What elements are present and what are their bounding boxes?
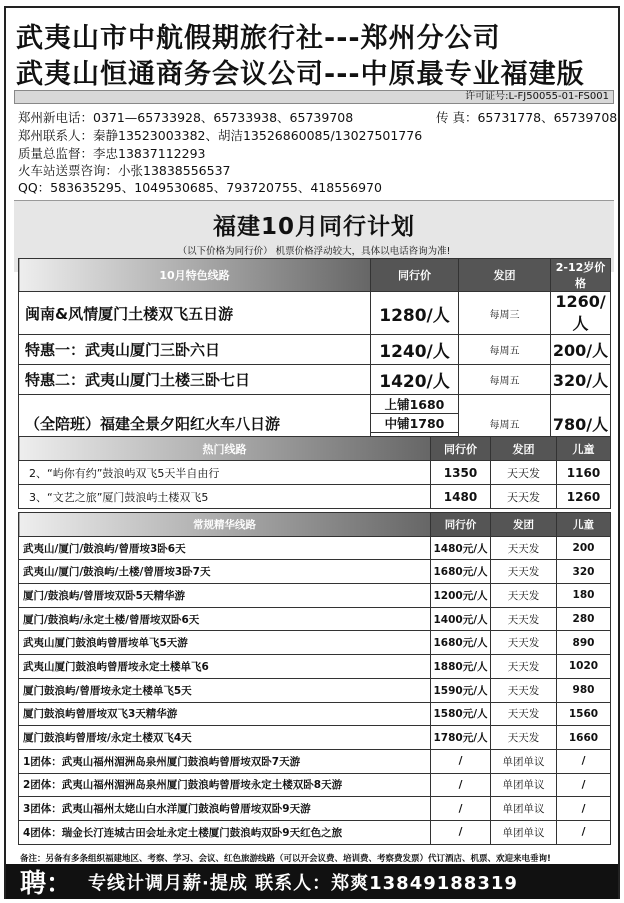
route-depart: 天天发 [491, 607, 557, 631]
route-name: 1团体：武夷山福州湄洲岛泉州厦门鼓浪屿曾厝垵双卧7天游 [19, 749, 431, 773]
route-child-price: 780/人 [551, 395, 611, 452]
table-row [19, 820, 611, 844]
table-row [19, 797, 611, 821]
route-price: 1580元/人 [431, 702, 491, 726]
route-name: 武夷山/厦门/鼓浪屿/土楼/曾厝垵3卧7天 [19, 560, 431, 584]
contact-fax: 传 真：65731778、65739708 [436, 110, 618, 125]
route-price: 1590元/人 [431, 678, 491, 702]
route-name: 厦门/鼓浪屿/曾厝垵双卧5天精华游 [19, 584, 431, 608]
route-child-price: / [557, 773, 611, 797]
route-child-price: 1660 [557, 726, 611, 750]
berth-price-upper: 上铺1680 [371, 395, 459, 414]
route-depart: 单团单议 [491, 797, 557, 821]
featured-header-price: 同行价 [371, 259, 459, 292]
route-price: 1280/人 [371, 292, 459, 335]
route-child-price: 1020 [557, 655, 611, 679]
route-price: 1240/人 [371, 335, 459, 365]
route-child-price: 320 [557, 560, 611, 584]
route-child-price: 280 [557, 607, 611, 631]
route-name: 4团体：瑞金长汀连城古田会址永定土楼厦门鼓浪屿双卧9天红色之旅 [19, 820, 431, 844]
route-depart: 天天发 [491, 702, 557, 726]
route-price: 1880元/人 [431, 655, 491, 679]
featured-header-depart: 发团 [459, 259, 551, 292]
route-name: 厦门/鼓浪屿/永定土楼/曾厝垵双卧6天 [19, 607, 431, 631]
route-depart: 每周五 [459, 395, 551, 452]
route-depart: 天天发 [491, 678, 557, 702]
regular-header-route: 常规精华线路 [19, 513, 431, 537]
route-depart: 天天发 [491, 560, 557, 584]
route-price: 1200元/人 [431, 584, 491, 608]
route-child-price: 890 [557, 631, 611, 655]
featured-row [19, 365, 611, 395]
license-bar [14, 90, 614, 104]
contact-phone [18, 108, 618, 126]
header-title-1: 武夷山市中航假期旅行社---郑州分公司 [16, 23, 501, 54]
route-child-price: 1560 [557, 702, 611, 726]
route-price: / [431, 797, 491, 821]
regular-header-price: 同行价 [431, 513, 491, 537]
route-name: 2团体：武夷山福州湄洲岛泉州厦门鼓浪屿曾厝垵永定土楼双卧8天游 [19, 773, 431, 797]
route-price: 1680元/人 [431, 631, 491, 655]
berth-price-middle: 中铺1780 [371, 414, 459, 433]
route-child-price: 200/人 [551, 335, 611, 365]
route-price: 1680元/人 [431, 560, 491, 584]
route-child-price: 1260 [557, 485, 611, 509]
route-name: 2、“屿你有约”鼓浪屿双飞5天半自由行 [19, 461, 431, 485]
route-depart: 天天发 [491, 485, 557, 509]
flyer-page [4, 6, 620, 899]
route-depart: 每周五 [459, 365, 551, 395]
route-price: / [431, 820, 491, 844]
route-price: 1350 [431, 461, 491, 485]
hiring-text: 专线计调月薪·提成 联系人：郑爽13849188319 [88, 872, 518, 894]
route-price: 1420/人 [371, 365, 459, 395]
route-depart: 天天发 [491, 631, 557, 655]
table-row [19, 461, 611, 485]
route-name: 武夷山厦门鼓浪屿曾厝垵永定土楼单飞6 [19, 655, 431, 679]
hiring-banner [6, 864, 618, 899]
route-depart: 天天发 [491, 536, 557, 560]
hot-header-depart: 发团 [491, 437, 557, 461]
hot-header-route: 热门线路 [19, 437, 431, 461]
contact-ticket: 火车站送票咨询：小张13838556537 [18, 163, 231, 178]
route-depart: 单团单议 [491, 820, 557, 844]
license-number: 许可证号:L-FJ50055-01-FS001 [465, 91, 609, 102]
route-child-price: 1160 [557, 461, 611, 485]
plan-title: 福建10月同行计划 [212, 214, 415, 240]
route-price: 1480元/人 [431, 536, 491, 560]
route-child-price: / [557, 797, 611, 821]
route-depart: 天天发 [491, 461, 557, 485]
table-row [19, 536, 611, 560]
route-price: 1480 [431, 485, 491, 509]
route-depart: 天天发 [491, 726, 557, 750]
featured-row [19, 335, 611, 365]
regular-header-depart: 发团 [491, 513, 557, 537]
featured-row [19, 292, 611, 335]
contact-qq: QQ：583635295、1049530685、793720755、418556970 [18, 180, 382, 195]
route-child-price: 320/人 [551, 365, 611, 395]
route-child-price: / [557, 749, 611, 773]
featured-row-train [19, 395, 611, 414]
route-name: 3团体：武夷山福州太姥山白水洋厦门鼓浪屿曾厝垵双卧9天游 [19, 797, 431, 821]
route-price: 1780元/人 [431, 726, 491, 750]
remark-note: 备注：另备有多条组织福建地区、考察、学习、会议、红色旅游线路（可以开会议费、培训费、考察费发票）代订酒店、机票、欢迎来电垂询! [20, 854, 551, 864]
route-child-price: 200 [557, 536, 611, 560]
table-row [19, 607, 611, 631]
route-depart: 单团单议 [491, 773, 557, 797]
contact-quality: 质量总监督：李忠13837112293 [18, 146, 206, 161]
regular-header-child: 儿童 [557, 513, 611, 537]
route-depart: 天天发 [491, 655, 557, 679]
hot-routes-table [18, 436, 611, 509]
route-price: / [431, 749, 491, 773]
hot-header-child: 儿童 [557, 437, 611, 461]
route-name: 厦门鼓浪屿曾厝垵/永定土楼双飞4天 [19, 726, 431, 750]
plan-note: （以下价格为同行价） 机票价格浮动较大，具体以电话咨询为准! [177, 246, 451, 257]
route-depart: 单团单议 [491, 749, 557, 773]
route-name: 武夷山厦门鼓浪屿曾厝垵单飞5天游 [19, 631, 431, 655]
contact-persons: 郑州联系人：秦静13523003382、胡洁13526860085/13027501776 [18, 128, 423, 143]
table-row [19, 773, 611, 797]
route-child-price: 1260/人 [551, 292, 611, 335]
route-child-price: 980 [557, 678, 611, 702]
header-title-2: 武夷山恒通商务会议公司---中原最专业福建版 [16, 59, 585, 90]
route-name: 厦门鼓浪屿/曾厝垵永定土楼单飞5天 [19, 678, 431, 702]
route-name: 3、“文艺之旅”厦门鼓浪屿土楼双飞5 [19, 485, 431, 509]
route-name: 厦门鼓浪屿曾厝垵双飞3天精华游 [19, 702, 431, 726]
hiring-label: 聘： [20, 869, 73, 899]
contact-phone-text: 郑州新电话：0371—65733928、65733938、65739708 [18, 110, 354, 125]
featured-table [18, 258, 611, 452]
table-row [19, 702, 611, 726]
table-row [19, 485, 611, 509]
route-name: 特惠一：武夷山厦门三卧六日 [19, 335, 371, 365]
route-name: （全陪班）福建全景夕阳红火车八日游 [19, 395, 371, 452]
regular-routes-table [18, 512, 611, 845]
route-depart: 天天发 [491, 584, 557, 608]
route-name: 特惠二：武夷山厦门土楼三卧七日 [19, 365, 371, 395]
featured-header-child: 2-12岁价格 [551, 259, 611, 292]
featured-header-route: 10月特色线路 [19, 259, 371, 292]
table-row [19, 631, 611, 655]
route-name: 闽南&风情厦门土楼双飞五日游 [19, 292, 371, 335]
table-row [19, 560, 611, 584]
table-row [19, 655, 611, 679]
route-name: 武夷山/厦门/鼓浪屿/曾厝垵3卧6天 [19, 536, 431, 560]
table-row [19, 749, 611, 773]
table-row [19, 726, 611, 750]
table-row [19, 584, 611, 608]
hot-header-price: 同行价 [431, 437, 491, 461]
route-price: / [431, 773, 491, 797]
route-child-price: 180 [557, 584, 611, 608]
route-price: 1400元/人 [431, 607, 491, 631]
table-row [19, 678, 611, 702]
route-depart: 每周三 [459, 292, 551, 335]
route-child-price: / [557, 820, 611, 844]
route-depart: 每周五 [459, 335, 551, 365]
